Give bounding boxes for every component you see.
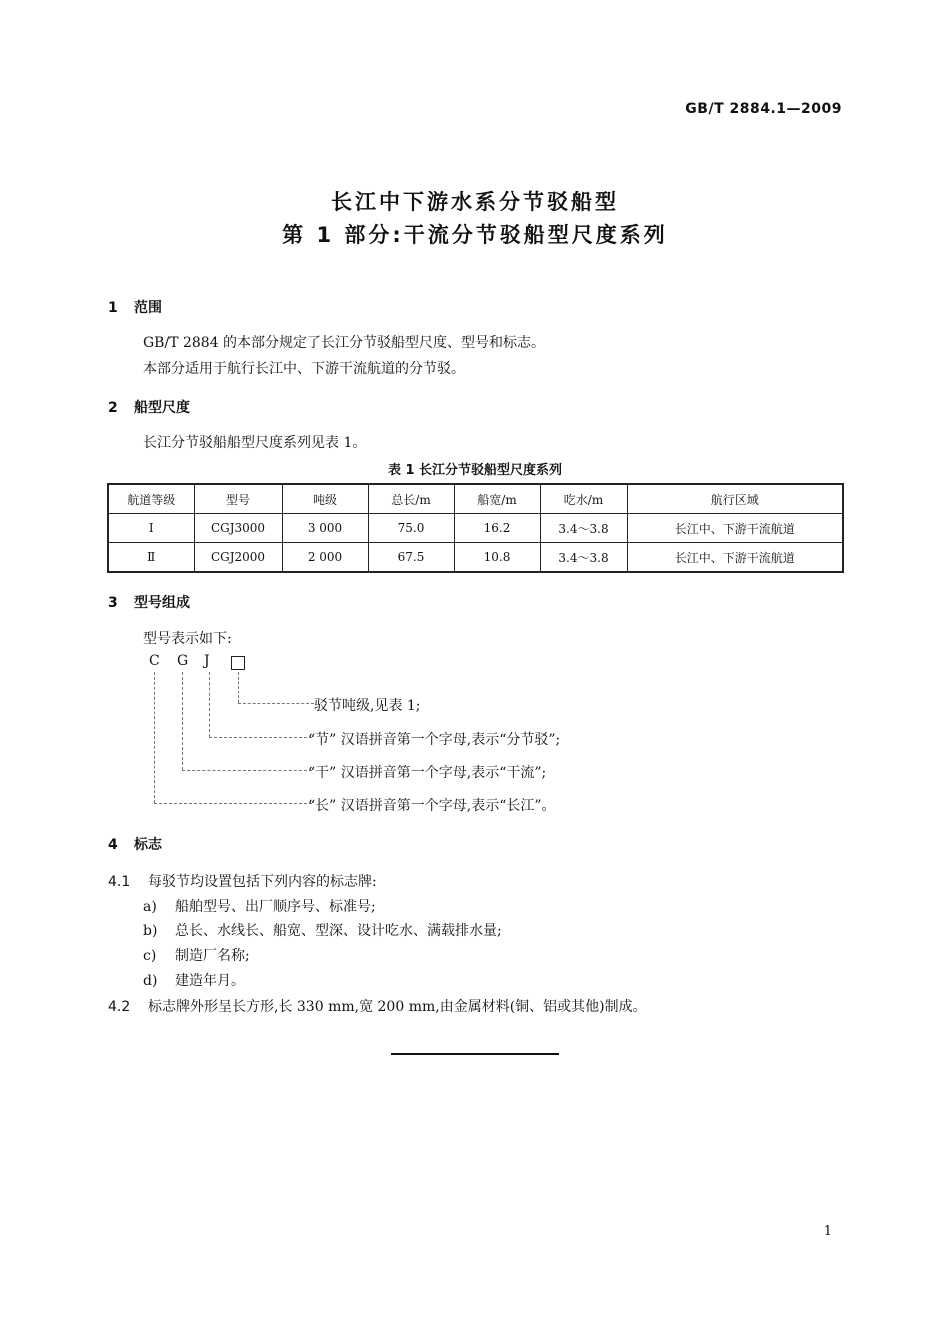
list-item (143, 945, 250, 965)
end-rule (391, 1053, 559, 1055)
table-cell: 67.5 (368, 543, 454, 573)
code-letter-g: G (177, 653, 189, 669)
section-title: 范围 (134, 300, 162, 316)
section-title: 船型尺度 (134, 400, 190, 416)
leader-line (238, 672, 239, 703)
table-cell: 长江中、下游干流航道 (627, 514, 843, 543)
list-item (143, 920, 502, 940)
section-number: 3 (108, 595, 118, 611)
code-note-gan: “干” 汉语拼音第一个字母,表示“干流”; (308, 765, 547, 781)
section-title: 标志 (134, 837, 162, 853)
section-heading-4 (108, 834, 162, 854)
paragraph: 本部分适用于航行长江中、下游干流航道的分节驳。 (143, 361, 465, 377)
column-header: 航行区域 (627, 484, 843, 514)
paragraph: GB/T 2884 的本部分规定了长江分节驳船型尺度、型号和标志。 (143, 335, 546, 351)
column-header: 型号 (194, 484, 282, 514)
table-cell: Ⅰ (108, 514, 194, 543)
section-number: 1 (108, 300, 118, 316)
column-header: 吨级 (282, 484, 368, 514)
clause-text: 每驳节均设置包括下列内容的标志牌: (148, 874, 377, 890)
leader-line (209, 737, 312, 738)
section-number: 4 (108, 837, 118, 853)
code-note-tonnage: 驳节吨级,见表 1; (314, 698, 421, 714)
table-cell: Ⅱ (108, 543, 194, 573)
section-heading-2 (108, 397, 190, 417)
document-title-line1: 长江中下游水系分节驳船型 (331, 190, 619, 214)
code-letter-c: C (149, 653, 160, 669)
list-marker: a) (143, 899, 157, 915)
leader-line (209, 672, 210, 737)
dimension-table (107, 483, 844, 573)
clause-4-2 (108, 996, 647, 1016)
table-row (108, 543, 843, 573)
clause-number: 4.1 (108, 874, 131, 890)
column-header: 船宽/m (454, 484, 540, 514)
table-cell: 3.4～3.8 (540, 543, 627, 573)
list-text: 建造年月。 (175, 973, 245, 989)
column-header: 航道等级 (108, 484, 194, 514)
clause-text: 标志牌外形呈长方形,长 330 mm,宽 200 mm,由金属材料(铜、铝或其他)制成。 (148, 999, 647, 1015)
list-text: 总长、水线长、船宽、型深、设计吃水、满载排水量; (175, 923, 502, 939)
table-cell: 3.4～3.8 (540, 514, 627, 543)
list-text: 制造厂名称; (175, 948, 250, 964)
section-heading-3 (108, 592, 190, 612)
leader-line (238, 703, 314, 704)
table-cell: 2 000 (282, 543, 368, 573)
table-caption: 表 1 长江分节驳船型尺度系列 (387, 463, 563, 478)
table-cell: 3 000 (282, 514, 368, 543)
section-title: 型号组成 (134, 595, 190, 611)
list-item (143, 896, 376, 916)
table-cell: CGJ3000 (194, 514, 282, 543)
list-marker: b) (143, 923, 158, 939)
table-cell: 75.0 (368, 514, 454, 543)
tonnage-placeholder-box (231, 656, 245, 670)
document-title-line2: 第 1 部分:干流分节驳船型尺度系列 (282, 223, 668, 247)
column-header: 吃水/m (540, 484, 627, 514)
table-cell: 长江中、下游干流航道 (627, 543, 843, 573)
leader-line (182, 770, 312, 771)
table-header-row (108, 484, 843, 514)
table-row (108, 514, 843, 543)
table-cell: 10.8 (454, 543, 540, 573)
standard-number: GB/T 2884.1—2009 (685, 101, 842, 117)
leader-line (154, 803, 312, 804)
paragraph: 型号表示如下: (143, 631, 232, 647)
table-cell: 16.2 (454, 514, 540, 543)
page-number: 1 (823, 1224, 832, 1239)
code-note-chang: “长” 汉语拼音第一个字母,表示“长江”。 (308, 798, 556, 814)
column-header: 总长/m (368, 484, 454, 514)
list-text: 船舶型号、出厂顺序号、标准号; (175, 899, 376, 915)
clause-number: 4.2 (108, 999, 131, 1015)
list-item (143, 970, 245, 990)
list-marker: c) (143, 948, 157, 964)
clause-4-1 (108, 871, 377, 891)
leader-line (182, 672, 183, 770)
leader-line (154, 672, 155, 803)
list-marker: d) (143, 973, 158, 989)
paragraph: 长江分节驳船船型尺度系列见表 1。 (143, 435, 367, 451)
code-letter-j: J (204, 653, 210, 669)
code-note-jie: “节” 汉语拼音第一个字母,表示“分节驳”; (308, 732, 561, 748)
section-number: 2 (108, 400, 118, 416)
table-cell: CGJ2000 (194, 543, 282, 573)
section-heading-1 (108, 297, 162, 317)
